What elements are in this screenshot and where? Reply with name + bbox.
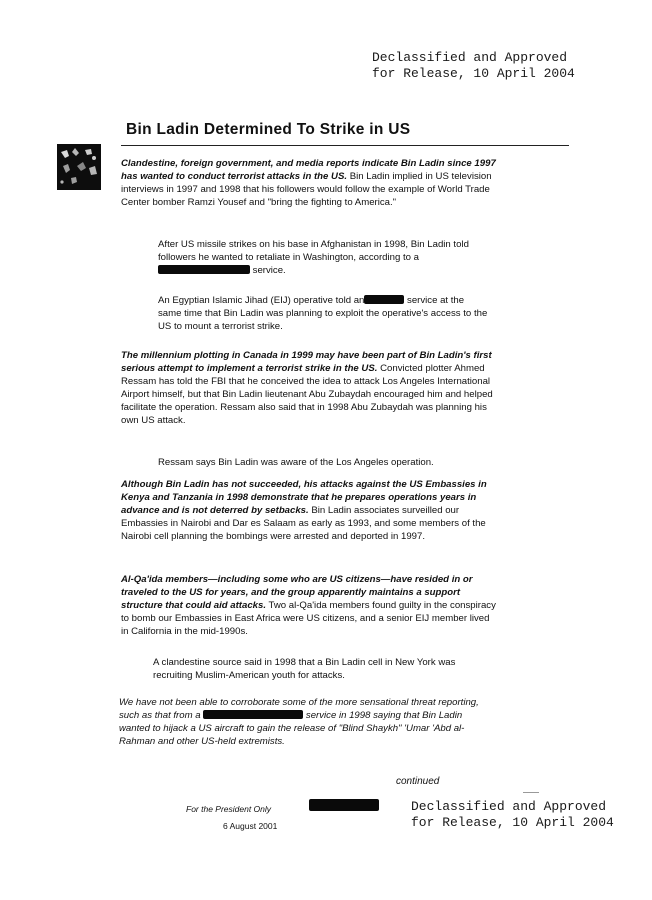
paragraph-4: Al-Qa'ida members—including some who are US citizens—have resided in or traveled to the US for years, and the group apparently maintains a support structure that could aid attacks. Two al-Qa'ida members found guilty in the conspiracy to bomb our Embassies in East Africa were US citizens, and a senior EIJ member lived in California in the mid-1990s. (121, 574, 496, 637)
redaction-bar (364, 295, 404, 304)
declassification-stamp-top: Declassified and Approved for Release, 10 April 2004 (372, 50, 575, 81)
indented-paragraph-1: After US missile strikes on his base in Afghanistan in 1998, Bin Ladin told followers he wanted to retaliate in Washington, according to a service. (158, 239, 469, 276)
redaction-bar (309, 799, 379, 811)
redaction-bar (158, 265, 250, 274)
footer-date: 6 August 2001 (223, 821, 278, 831)
redaction-bar (203, 710, 303, 719)
declassification-stamp-bottom: Declassified and Approved for Release, 10 April 2004 (411, 799, 614, 830)
page-mark (523, 792, 539, 793)
title-rule (121, 145, 569, 146)
indented-paragraph-4: A clandestine source said in 1998 that a Bin Ladin cell in New York was recruiting Muslim-American youth for attacks. (153, 657, 456, 681)
paragraph-5: We have not been able to corroborate some of the more sensational threat reporting, such as that from a service in 1998 saying that Bin Ladin wanted to hijack a US aircraft to gain the release of "Blind Shaykh" 'Umar 'Abd al-Rahman and other US-held extremists. (119, 697, 479, 747)
paragraph-3: Although Bin Ladin has not succeeded, his attacks against the US Embassies in Kenya and Tanzania in 1998 demonstrate that he prepares operations years in advance and is not deterred by setbacks. Bin Ladin associates surveilled our Embassies in Nairobi and Dar es Salaam as early as 1993, and some members of the Nairobi cell planning the bombings were arrested and deported in 1997. (121, 479, 487, 542)
footer-distribution: For the President Only (186, 804, 272, 814)
seal-icon (57, 144, 101, 190)
paragraph-2: The millennium plotting in Canada in 1999 may have been part of Bin Ladin's first serious attempt to implement a terrorist strike in the US. Convicted plotter Ahmed Ressam has told the FBI that he conceived the idea to attack Los Angeles International Airport himself, but that Bin Ladin lieutenant Abu Zubaydah encouraged him and helped facilitate the operation. Ressam also said that in 1998 Abu Zubaydah was planning his own US attack. (121, 350, 493, 426)
indented-paragraph-3: Ressam says Bin Ladin was aware of the Los Angeles operation. (158, 457, 434, 468)
indented-paragraph-2: An Egyptian Islamic Jihad (EIJ) operative told an service at the same time that Bin Ladin was planning to exploit the operative's access to the US to mount a terrorist strike. (158, 295, 488, 332)
document-title: Bin Ladin Determined To Strike in US (126, 121, 411, 138)
continued-label: continued (396, 776, 440, 787)
paragraph-1: Clandestine, foreign government, and media reports indicate Bin Ladin since 1997 has wanted to conduct terrorist attacks in the US. Bin Ladin implied in US television interviews in 1997 and 1998 that his followers would follow the example of World Trade Center bomber Ramzi Yousef and "bring the fighting to America." (121, 158, 496, 208)
